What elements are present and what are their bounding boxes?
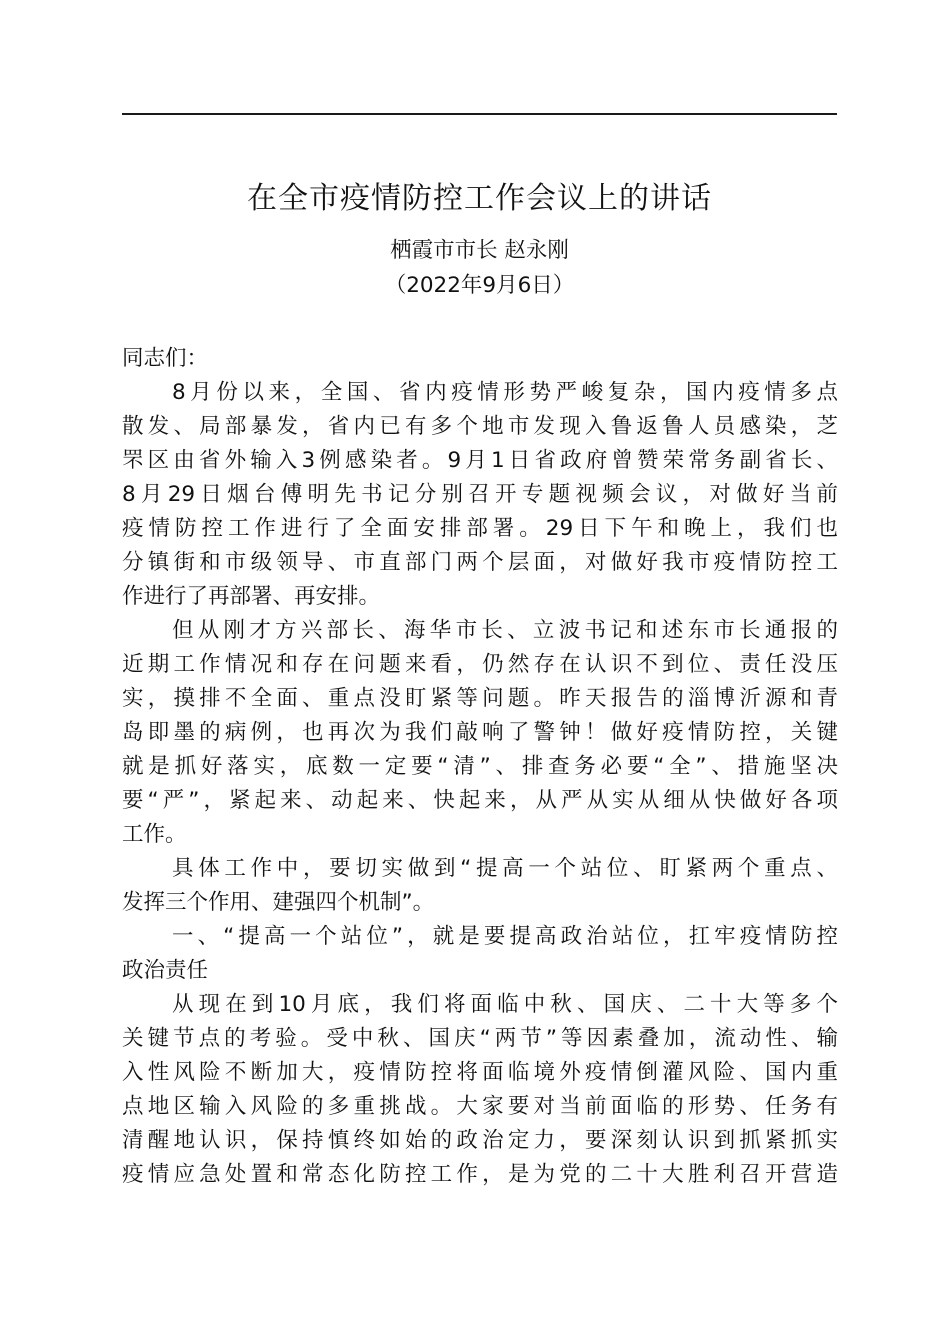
body-line: 疫情防控工作进行了全面安排部署。29日下午和晚上，我们也 xyxy=(122,516,838,541)
body-line: 疫情应急处置和常态化防控工作，是为党的二十大胜利召开营造 xyxy=(122,1162,838,1187)
body-line: 同志们： xyxy=(122,346,209,371)
body-line: 关键节点的考验。受中秋、国庆“两节”等因素叠加，流动性、输 xyxy=(122,1026,838,1051)
body-line: 作进行了再部署、再安排。 xyxy=(122,584,381,609)
body-line: 散发、局部暴发，省内已有多个地市发现入鲁返鲁人员感染，芝 xyxy=(122,414,838,439)
document-title: 在全市疫情防控工作会议上的讲话 xyxy=(247,181,712,216)
body-line: 但从刚才方兴部长、海华市长、立波书记和述东市长通报的 xyxy=(172,618,838,643)
body-line: 工作。 xyxy=(122,822,187,847)
body-line: 要“严”，紧起来、动起来、快起来，从严从实从细从快做好各项 xyxy=(122,788,838,813)
body-line: 具体工作中，要切实做到“提高一个站位、盯紧两个重点、 xyxy=(172,856,838,881)
header-rule xyxy=(122,113,837,115)
body-line: 发挥三个作用、建强四个机制”。 xyxy=(122,890,435,915)
body-line: 8月29日烟台傅明先书记分别召开专题视频会议，对做好当前 xyxy=(122,482,838,507)
document-author: 栖霞市市长 赵永刚 xyxy=(390,238,569,263)
body-line: 8月份以来，全国、省内疫情形势严峻复杂，国内疫情多点 xyxy=(172,380,838,405)
body-line: 近期工作情况和存在问题来看，仍然存在认识不到位、责任没压 xyxy=(122,652,838,677)
body-line: 实，摸排不全面、重点没盯紧等问题。昨天报告的淄博沂源和青 xyxy=(122,686,838,711)
body-line: 从现在到10月底，我们将面临中秋、国庆、二十大等多个 xyxy=(172,992,838,1017)
body-line: 点地区输入风险的多重挑战。大家要对当前面临的形势、任务有 xyxy=(122,1094,838,1119)
body-line: 入性风险不断加大，疫情防控将面临境外疫情倒灌风险、国内重 xyxy=(122,1060,838,1085)
document-date: （2022年9月6日） xyxy=(384,273,575,298)
body-line: 岛即墨的病例，也再次为我们敲响了警钟！做好疫情防控，关键 xyxy=(122,720,838,745)
body-line: 清醒地认识，保持慎终如始的政治定力，要深刻认识到抓紧抓实 xyxy=(122,1128,838,1153)
body-line: 一、“提高一个站位”，就是要提高政治站位，扛牢疫情防控 xyxy=(172,924,838,949)
document-body xyxy=(122,342,838,1192)
body-line: 政治责任 xyxy=(122,958,209,983)
body-line: 就是抓好落实，底数一定要“清”、排查务必要“全”、措施坚决 xyxy=(122,754,838,779)
body-line: 分镇街和市级领导、市直部门两个层面，对做好我市疫情防控工 xyxy=(122,550,838,575)
body-line: 罘区由省外输入3例感染者。9月1日省政府曾赞荣常务副省长、 xyxy=(122,448,838,473)
